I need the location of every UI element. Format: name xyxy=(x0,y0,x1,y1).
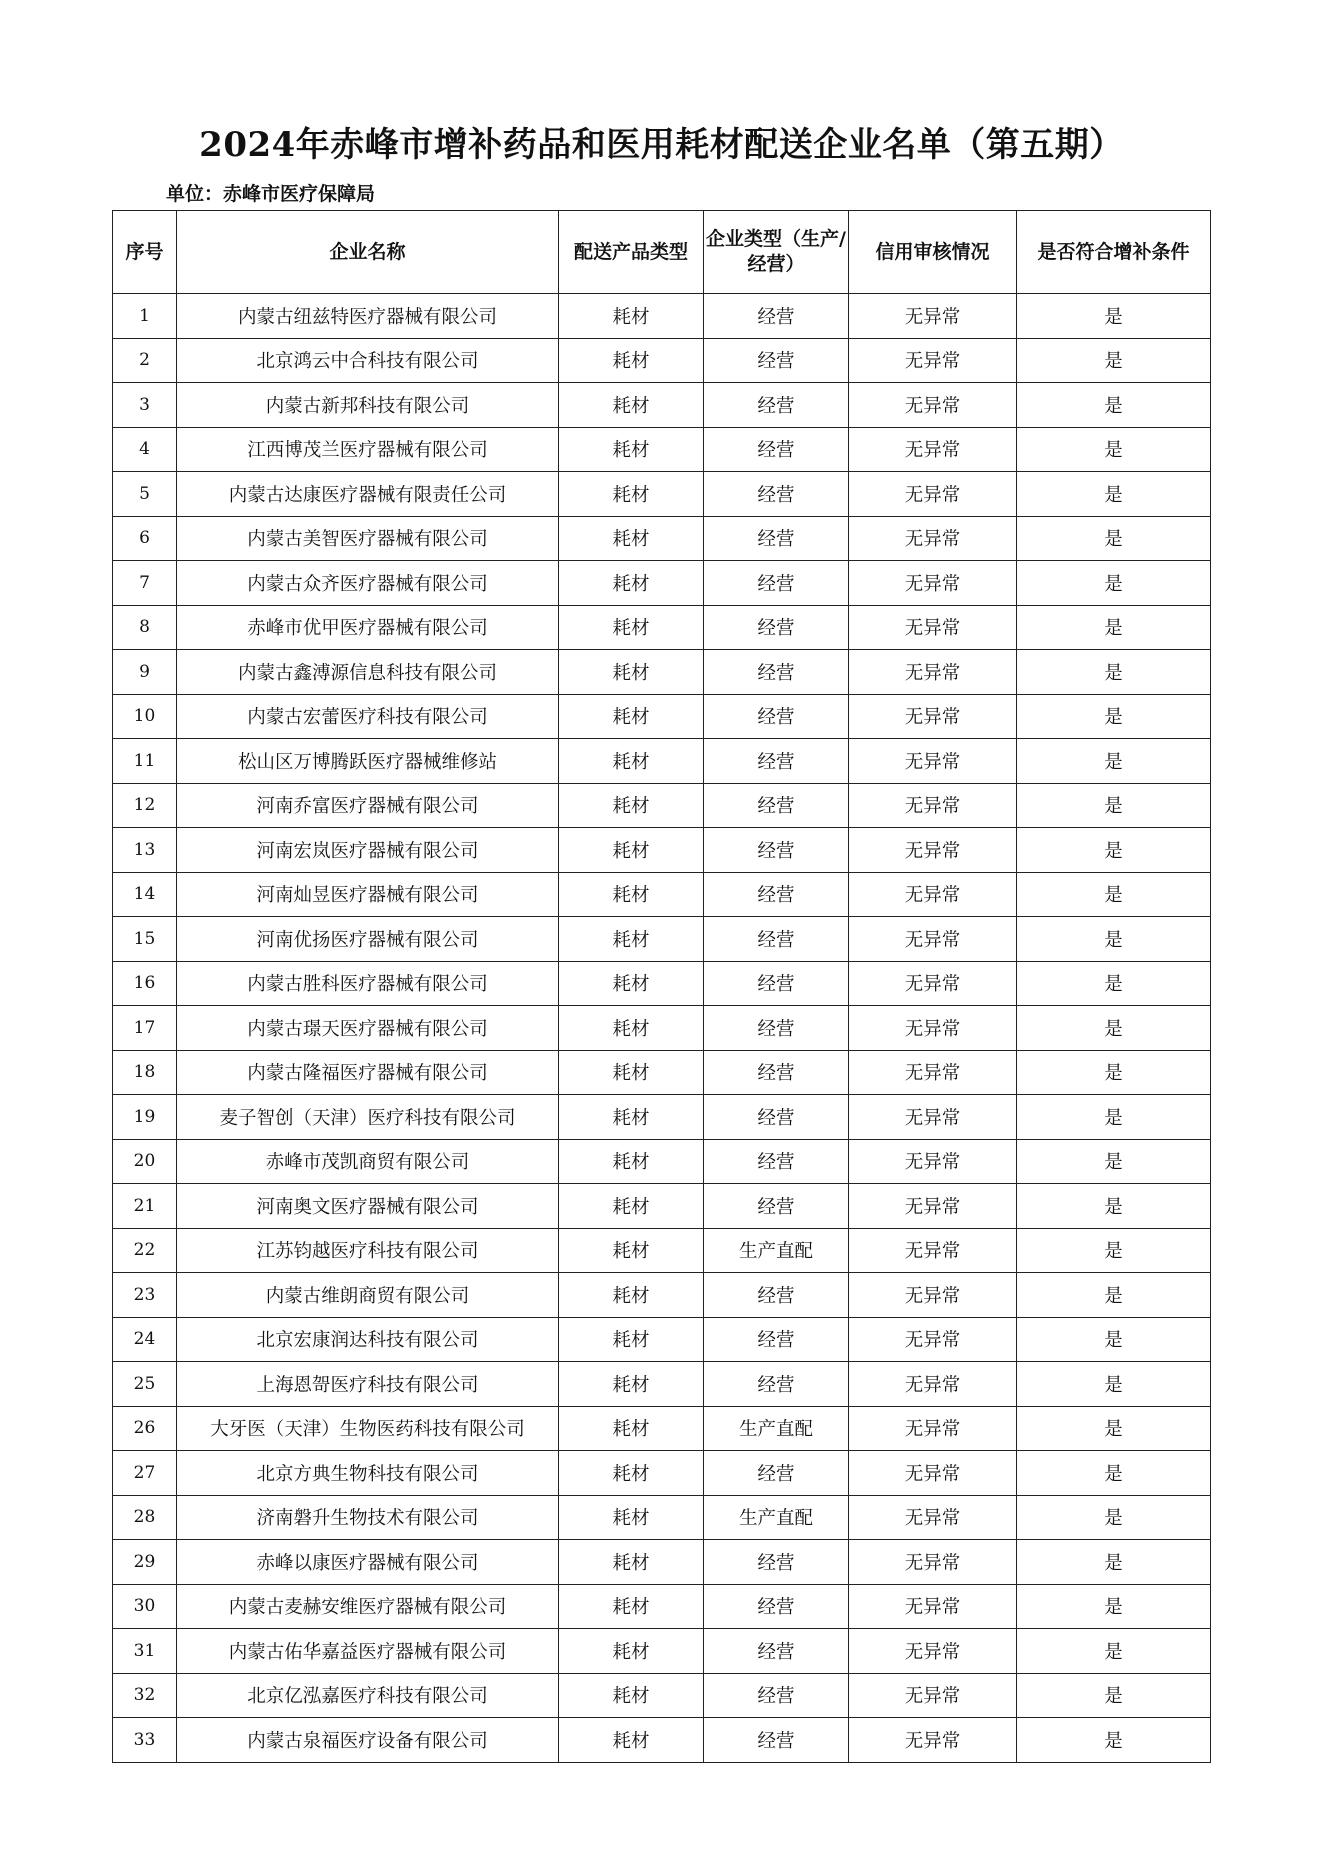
cell-company-type: 经营 xyxy=(704,516,849,561)
cell-credit: 无异常 xyxy=(849,1184,1017,1229)
header-product-type: 配送产品类型 xyxy=(559,211,704,294)
cell-eligible: 是 xyxy=(1017,1540,1211,1585)
table-row xyxy=(113,961,1211,1006)
header-eligible: 是否符合增补条件 xyxy=(1017,211,1211,294)
cell-index: 26 xyxy=(113,1406,177,1451)
cell-company: 北京方典生物科技有限公司 xyxy=(177,1451,559,1496)
cell-index: 10 xyxy=(113,694,177,739)
cell-company-type: 经营 xyxy=(704,472,849,517)
cell-eligible: 是 xyxy=(1017,917,1211,962)
cell-company-type: 经营 xyxy=(704,383,849,428)
cell-product-type: 耗材 xyxy=(559,1050,704,1095)
cell-eligible: 是 xyxy=(1017,1006,1211,1051)
cell-company: 内蒙古璟天医疗器械有限公司 xyxy=(177,1006,559,1051)
cell-company: 大牙医（天津）生物医药科技有限公司 xyxy=(177,1406,559,1451)
cell-product-type: 耗材 xyxy=(559,1451,704,1496)
cell-credit: 无异常 xyxy=(849,472,1017,517)
cell-company: 北京亿泓嘉医疗科技有限公司 xyxy=(177,1673,559,1718)
cell-company-type: 经营 xyxy=(704,1317,849,1362)
table-row xyxy=(113,472,1211,517)
cell-credit: 无异常 xyxy=(849,1629,1017,1674)
cell-product-type: 耗材 xyxy=(559,1629,704,1674)
cell-product-type: 耗材 xyxy=(559,783,704,828)
cell-eligible: 是 xyxy=(1017,1495,1211,1540)
cell-company-type: 经营 xyxy=(704,1050,849,1095)
cell-index: 17 xyxy=(113,1006,177,1051)
table-row xyxy=(113,1273,1211,1318)
cell-index: 13 xyxy=(113,828,177,873)
cell-eligible: 是 xyxy=(1017,1629,1211,1674)
issuing-unit: 单位：赤峰市医疗保障局 xyxy=(166,183,376,205)
table-row xyxy=(113,1495,1211,1540)
cell-company-type: 经营 xyxy=(704,872,849,917)
cell-credit: 无异常 xyxy=(849,1095,1017,1140)
cell-product-type: 耗材 xyxy=(559,472,704,517)
cell-company: 内蒙古胜科医疗器械有限公司 xyxy=(177,961,559,1006)
cell-company-type: 经营 xyxy=(704,1139,849,1184)
cell-eligible: 是 xyxy=(1017,1584,1211,1629)
cell-index: 14 xyxy=(113,872,177,917)
cell-company-type: 生产直配 xyxy=(704,1406,849,1451)
cell-index: 6 xyxy=(113,516,177,561)
cell-product-type: 耗材 xyxy=(559,1718,704,1763)
cell-index: 7 xyxy=(113,561,177,606)
cell-credit: 无异常 xyxy=(849,1673,1017,1718)
cell-credit: 无异常 xyxy=(849,1006,1017,1051)
cell-credit: 无异常 xyxy=(849,1317,1017,1362)
table-row xyxy=(113,694,1211,739)
table-row xyxy=(113,1006,1211,1051)
cell-product-type: 耗材 xyxy=(559,1139,704,1184)
cell-index: 5 xyxy=(113,472,177,517)
cell-company: 内蒙古维朗商贸有限公司 xyxy=(177,1273,559,1318)
table-row xyxy=(113,1451,1211,1496)
cell-credit: 无异常 xyxy=(849,516,1017,561)
cell-eligible: 是 xyxy=(1017,561,1211,606)
cell-product-type: 耗材 xyxy=(559,383,704,428)
cell-company-type: 经营 xyxy=(704,427,849,472)
cell-eligible: 是 xyxy=(1017,1317,1211,1362)
table-row xyxy=(113,1629,1211,1674)
cell-product-type: 耗材 xyxy=(559,1184,704,1229)
cell-eligible: 是 xyxy=(1017,872,1211,917)
cell-company: 内蒙古麦赫安维医疗器械有限公司 xyxy=(177,1584,559,1629)
table-row xyxy=(113,1362,1211,1407)
cell-company-type: 经营 xyxy=(704,1184,849,1229)
cell-company: 赤峰市茂凯商贸有限公司 xyxy=(177,1139,559,1184)
table-row xyxy=(113,1406,1211,1451)
table-row xyxy=(113,783,1211,828)
cell-index: 19 xyxy=(113,1095,177,1140)
table-row xyxy=(113,383,1211,428)
cell-eligible: 是 xyxy=(1017,961,1211,1006)
cell-company-type: 经营 xyxy=(704,1006,849,1051)
table-row xyxy=(113,294,1211,339)
cell-eligible: 是 xyxy=(1017,1406,1211,1451)
cell-company: 济南磐升生物技术有限公司 xyxy=(177,1495,559,1540)
cell-product-type: 耗材 xyxy=(559,650,704,695)
table-row xyxy=(113,1584,1211,1629)
cell-company-type: 经营 xyxy=(704,1629,849,1674)
table-row xyxy=(113,1540,1211,1585)
table-row xyxy=(113,828,1211,873)
cell-credit: 无异常 xyxy=(849,872,1017,917)
cell-eligible: 是 xyxy=(1017,427,1211,472)
cell-eligible: 是 xyxy=(1017,739,1211,784)
cell-company: 内蒙古新邦科技有限公司 xyxy=(177,383,559,428)
header-company: 企业名称 xyxy=(177,211,559,294)
cell-index: 22 xyxy=(113,1228,177,1273)
cell-eligible: 是 xyxy=(1017,1139,1211,1184)
header-company-type: 企业类型（生产/经营） xyxy=(704,211,849,294)
cell-company: 内蒙古佑华嘉益医疗器械有限公司 xyxy=(177,1629,559,1674)
cell-company-type: 经营 xyxy=(704,1095,849,1140)
cell-company: 内蒙古隆福医疗器械有限公司 xyxy=(177,1050,559,1095)
cell-eligible: 是 xyxy=(1017,1184,1211,1229)
cell-eligible: 是 xyxy=(1017,338,1211,383)
cell-credit: 无异常 xyxy=(849,1584,1017,1629)
cell-company: 北京宏康润达科技有限公司 xyxy=(177,1317,559,1362)
cell-index: 11 xyxy=(113,739,177,784)
table-body xyxy=(113,294,1211,1763)
cell-credit: 无异常 xyxy=(849,739,1017,784)
cell-company-type: 经营 xyxy=(704,1673,849,1718)
cell-company: 上海恩哿医疗科技有限公司 xyxy=(177,1362,559,1407)
cell-company: 内蒙古达康医疗器械有限责任公司 xyxy=(177,472,559,517)
cell-company-type: 经营 xyxy=(704,650,849,695)
cell-company: 内蒙古泉福医疗设备有限公司 xyxy=(177,1718,559,1763)
cell-index: 31 xyxy=(113,1629,177,1674)
cell-company: 内蒙古众齐医疗器械有限公司 xyxy=(177,561,559,606)
cell-company: 内蒙古鑫溥源信息科技有限公司 xyxy=(177,650,559,695)
cell-product-type: 耗材 xyxy=(559,1540,704,1585)
cell-index: 1 xyxy=(113,294,177,339)
cell-product-type: 耗材 xyxy=(559,1095,704,1140)
cell-company-type: 经营 xyxy=(704,605,849,650)
cell-index: 21 xyxy=(113,1184,177,1229)
cell-product-type: 耗材 xyxy=(559,961,704,1006)
table-row xyxy=(113,427,1211,472)
cell-credit: 无异常 xyxy=(849,917,1017,962)
cell-company-type: 经营 xyxy=(704,561,849,606)
cell-index: 24 xyxy=(113,1317,177,1362)
table-row xyxy=(113,1317,1211,1362)
cell-product-type: 耗材 xyxy=(559,1362,704,1407)
cell-product-type: 耗材 xyxy=(559,561,704,606)
cell-company-type: 经营 xyxy=(704,1451,849,1496)
cell-credit: 无异常 xyxy=(849,1139,1017,1184)
cell-company: 江苏钧越医疗科技有限公司 xyxy=(177,1228,559,1273)
table-row xyxy=(113,1673,1211,1718)
table-row xyxy=(113,739,1211,784)
cell-product-type: 耗材 xyxy=(559,694,704,739)
cell-company-type: 经营 xyxy=(704,961,849,1006)
cell-credit: 无异常 xyxy=(849,383,1017,428)
cell-eligible: 是 xyxy=(1017,472,1211,517)
cell-company: 北京鸿云中合科技有限公司 xyxy=(177,338,559,383)
cell-product-type: 耗材 xyxy=(559,917,704,962)
cell-company-type: 经营 xyxy=(704,694,849,739)
cell-product-type: 耗材 xyxy=(559,1273,704,1318)
cell-product-type: 耗材 xyxy=(559,338,704,383)
cell-eligible: 是 xyxy=(1017,783,1211,828)
cell-product-type: 耗材 xyxy=(559,1006,704,1051)
cell-credit: 无异常 xyxy=(849,427,1017,472)
cell-credit: 无异常 xyxy=(849,561,1017,606)
cell-eligible: 是 xyxy=(1017,1362,1211,1407)
table-row xyxy=(113,1228,1211,1273)
cell-index: 3 xyxy=(113,383,177,428)
cell-company: 河南奥文医疗器械有限公司 xyxy=(177,1184,559,1229)
cell-company-type: 经营 xyxy=(704,828,849,873)
cell-company-type: 生产直配 xyxy=(704,1228,849,1273)
cell-credit: 无异常 xyxy=(849,1540,1017,1585)
cell-index: 32 xyxy=(113,1673,177,1718)
cell-company: 河南优扬医疗器械有限公司 xyxy=(177,917,559,962)
cell-eligible: 是 xyxy=(1017,383,1211,428)
cell-index: 23 xyxy=(113,1273,177,1318)
cell-index: 12 xyxy=(113,783,177,828)
cell-index: 16 xyxy=(113,961,177,1006)
cell-eligible: 是 xyxy=(1017,1095,1211,1140)
cell-credit: 无异常 xyxy=(849,1273,1017,1318)
cell-company: 河南灿昱医疗器械有限公司 xyxy=(177,872,559,917)
cell-index: 33 xyxy=(113,1718,177,1763)
cell-credit: 无异常 xyxy=(849,338,1017,383)
cell-index: 27 xyxy=(113,1451,177,1496)
cell-credit: 无异常 xyxy=(849,1362,1017,1407)
cell-credit: 无异常 xyxy=(849,828,1017,873)
cell-company-type: 经营 xyxy=(704,1273,849,1318)
cell-company: 河南乔富医疗器械有限公司 xyxy=(177,783,559,828)
cell-index: 20 xyxy=(113,1139,177,1184)
table-row xyxy=(113,1050,1211,1095)
cell-eligible: 是 xyxy=(1017,1273,1211,1318)
cell-index: 2 xyxy=(113,338,177,383)
cell-company: 江西博茂兰医疗器械有限公司 xyxy=(177,427,559,472)
company-roster-table xyxy=(112,210,1211,1763)
cell-product-type: 耗材 xyxy=(559,1584,704,1629)
cell-company: 麦子智创（天津）医疗科技有限公司 xyxy=(177,1095,559,1140)
cell-product-type: 耗材 xyxy=(559,1228,704,1273)
cell-credit: 无异常 xyxy=(849,1495,1017,1540)
cell-credit: 无异常 xyxy=(849,1228,1017,1273)
cell-index: 8 xyxy=(113,605,177,650)
table-row xyxy=(113,1718,1211,1763)
cell-product-type: 耗材 xyxy=(559,1406,704,1451)
cell-eligible: 是 xyxy=(1017,1718,1211,1763)
cell-eligible: 是 xyxy=(1017,1673,1211,1718)
cell-company-type: 经营 xyxy=(704,917,849,962)
cell-product-type: 耗材 xyxy=(559,516,704,561)
cell-index: 25 xyxy=(113,1362,177,1407)
cell-company-type: 经营 xyxy=(704,1540,849,1585)
header-index: 序号 xyxy=(113,211,177,294)
cell-product-type: 耗材 xyxy=(559,1673,704,1718)
table-row xyxy=(113,917,1211,962)
table-row xyxy=(113,1095,1211,1140)
cell-product-type: 耗材 xyxy=(559,427,704,472)
cell-index: 18 xyxy=(113,1050,177,1095)
cell-eligible: 是 xyxy=(1017,694,1211,739)
cell-credit: 无异常 xyxy=(849,961,1017,1006)
cell-company: 赤峰市优甲医疗器械有限公司 xyxy=(177,605,559,650)
table-row xyxy=(113,338,1211,383)
table-row xyxy=(113,650,1211,695)
cell-credit: 无异常 xyxy=(849,1050,1017,1095)
cell-index: 30 xyxy=(113,1584,177,1629)
cell-product-type: 耗材 xyxy=(559,605,704,650)
cell-credit: 无异常 xyxy=(849,605,1017,650)
table-header-row xyxy=(113,211,1211,294)
cell-eligible: 是 xyxy=(1017,1228,1211,1273)
cell-eligible: 是 xyxy=(1017,1451,1211,1496)
cell-credit: 无异常 xyxy=(849,1451,1017,1496)
cell-credit: 无异常 xyxy=(849,294,1017,339)
cell-company-type: 经营 xyxy=(704,739,849,784)
table-row xyxy=(113,1139,1211,1184)
cell-credit: 无异常 xyxy=(849,1406,1017,1451)
table-row xyxy=(113,605,1211,650)
cell-product-type: 耗材 xyxy=(559,872,704,917)
table-row xyxy=(113,516,1211,561)
cell-credit: 无异常 xyxy=(849,650,1017,695)
cell-eligible: 是 xyxy=(1017,605,1211,650)
cell-credit: 无异常 xyxy=(849,694,1017,739)
cell-index: 9 xyxy=(113,650,177,695)
cell-index: 29 xyxy=(113,1540,177,1585)
cell-credit: 无异常 xyxy=(849,783,1017,828)
cell-index: 4 xyxy=(113,427,177,472)
cell-company: 松山区万博腾跃医疗器械维修站 xyxy=(177,739,559,784)
cell-eligible: 是 xyxy=(1017,1050,1211,1095)
cell-company-type: 经营 xyxy=(704,1584,849,1629)
table-row xyxy=(113,872,1211,917)
cell-product-type: 耗材 xyxy=(559,1495,704,1540)
cell-product-type: 耗材 xyxy=(559,828,704,873)
page-title: 2024年赤峰市增补药品和医用耗材配送企业名单（第五期） xyxy=(199,125,1124,165)
cell-index: 15 xyxy=(113,917,177,962)
cell-company-type: 经营 xyxy=(704,1362,849,1407)
cell-company: 河南宏岚医疗器械有限公司 xyxy=(177,828,559,873)
cell-index: 28 xyxy=(113,1495,177,1540)
cell-eligible: 是 xyxy=(1017,828,1211,873)
cell-eligible: 是 xyxy=(1017,516,1211,561)
cell-eligible: 是 xyxy=(1017,294,1211,339)
table-row xyxy=(113,1184,1211,1229)
cell-credit: 无异常 xyxy=(849,1718,1017,1763)
cell-company-type: 经营 xyxy=(704,1718,849,1763)
cell-company: 内蒙古美智医疗器械有限公司 xyxy=(177,516,559,561)
cell-eligible: 是 xyxy=(1017,650,1211,695)
cell-company-type: 经营 xyxy=(704,783,849,828)
cell-company-type: 经营 xyxy=(704,294,849,339)
cell-company: 赤峰以康医疗器械有限公司 xyxy=(177,1540,559,1585)
cell-company-type: 生产直配 xyxy=(704,1495,849,1540)
cell-product-type: 耗材 xyxy=(559,739,704,784)
table-row xyxy=(113,561,1211,606)
header-credit: 信用审核情况 xyxy=(849,211,1017,294)
cell-product-type: 耗材 xyxy=(559,294,704,339)
cell-product-type: 耗材 xyxy=(559,1317,704,1362)
cell-company: 内蒙古纽兹特医疗器械有限公司 xyxy=(177,294,559,339)
cell-company: 内蒙古宏蕾医疗科技有限公司 xyxy=(177,694,559,739)
cell-company-type: 经营 xyxy=(704,338,849,383)
